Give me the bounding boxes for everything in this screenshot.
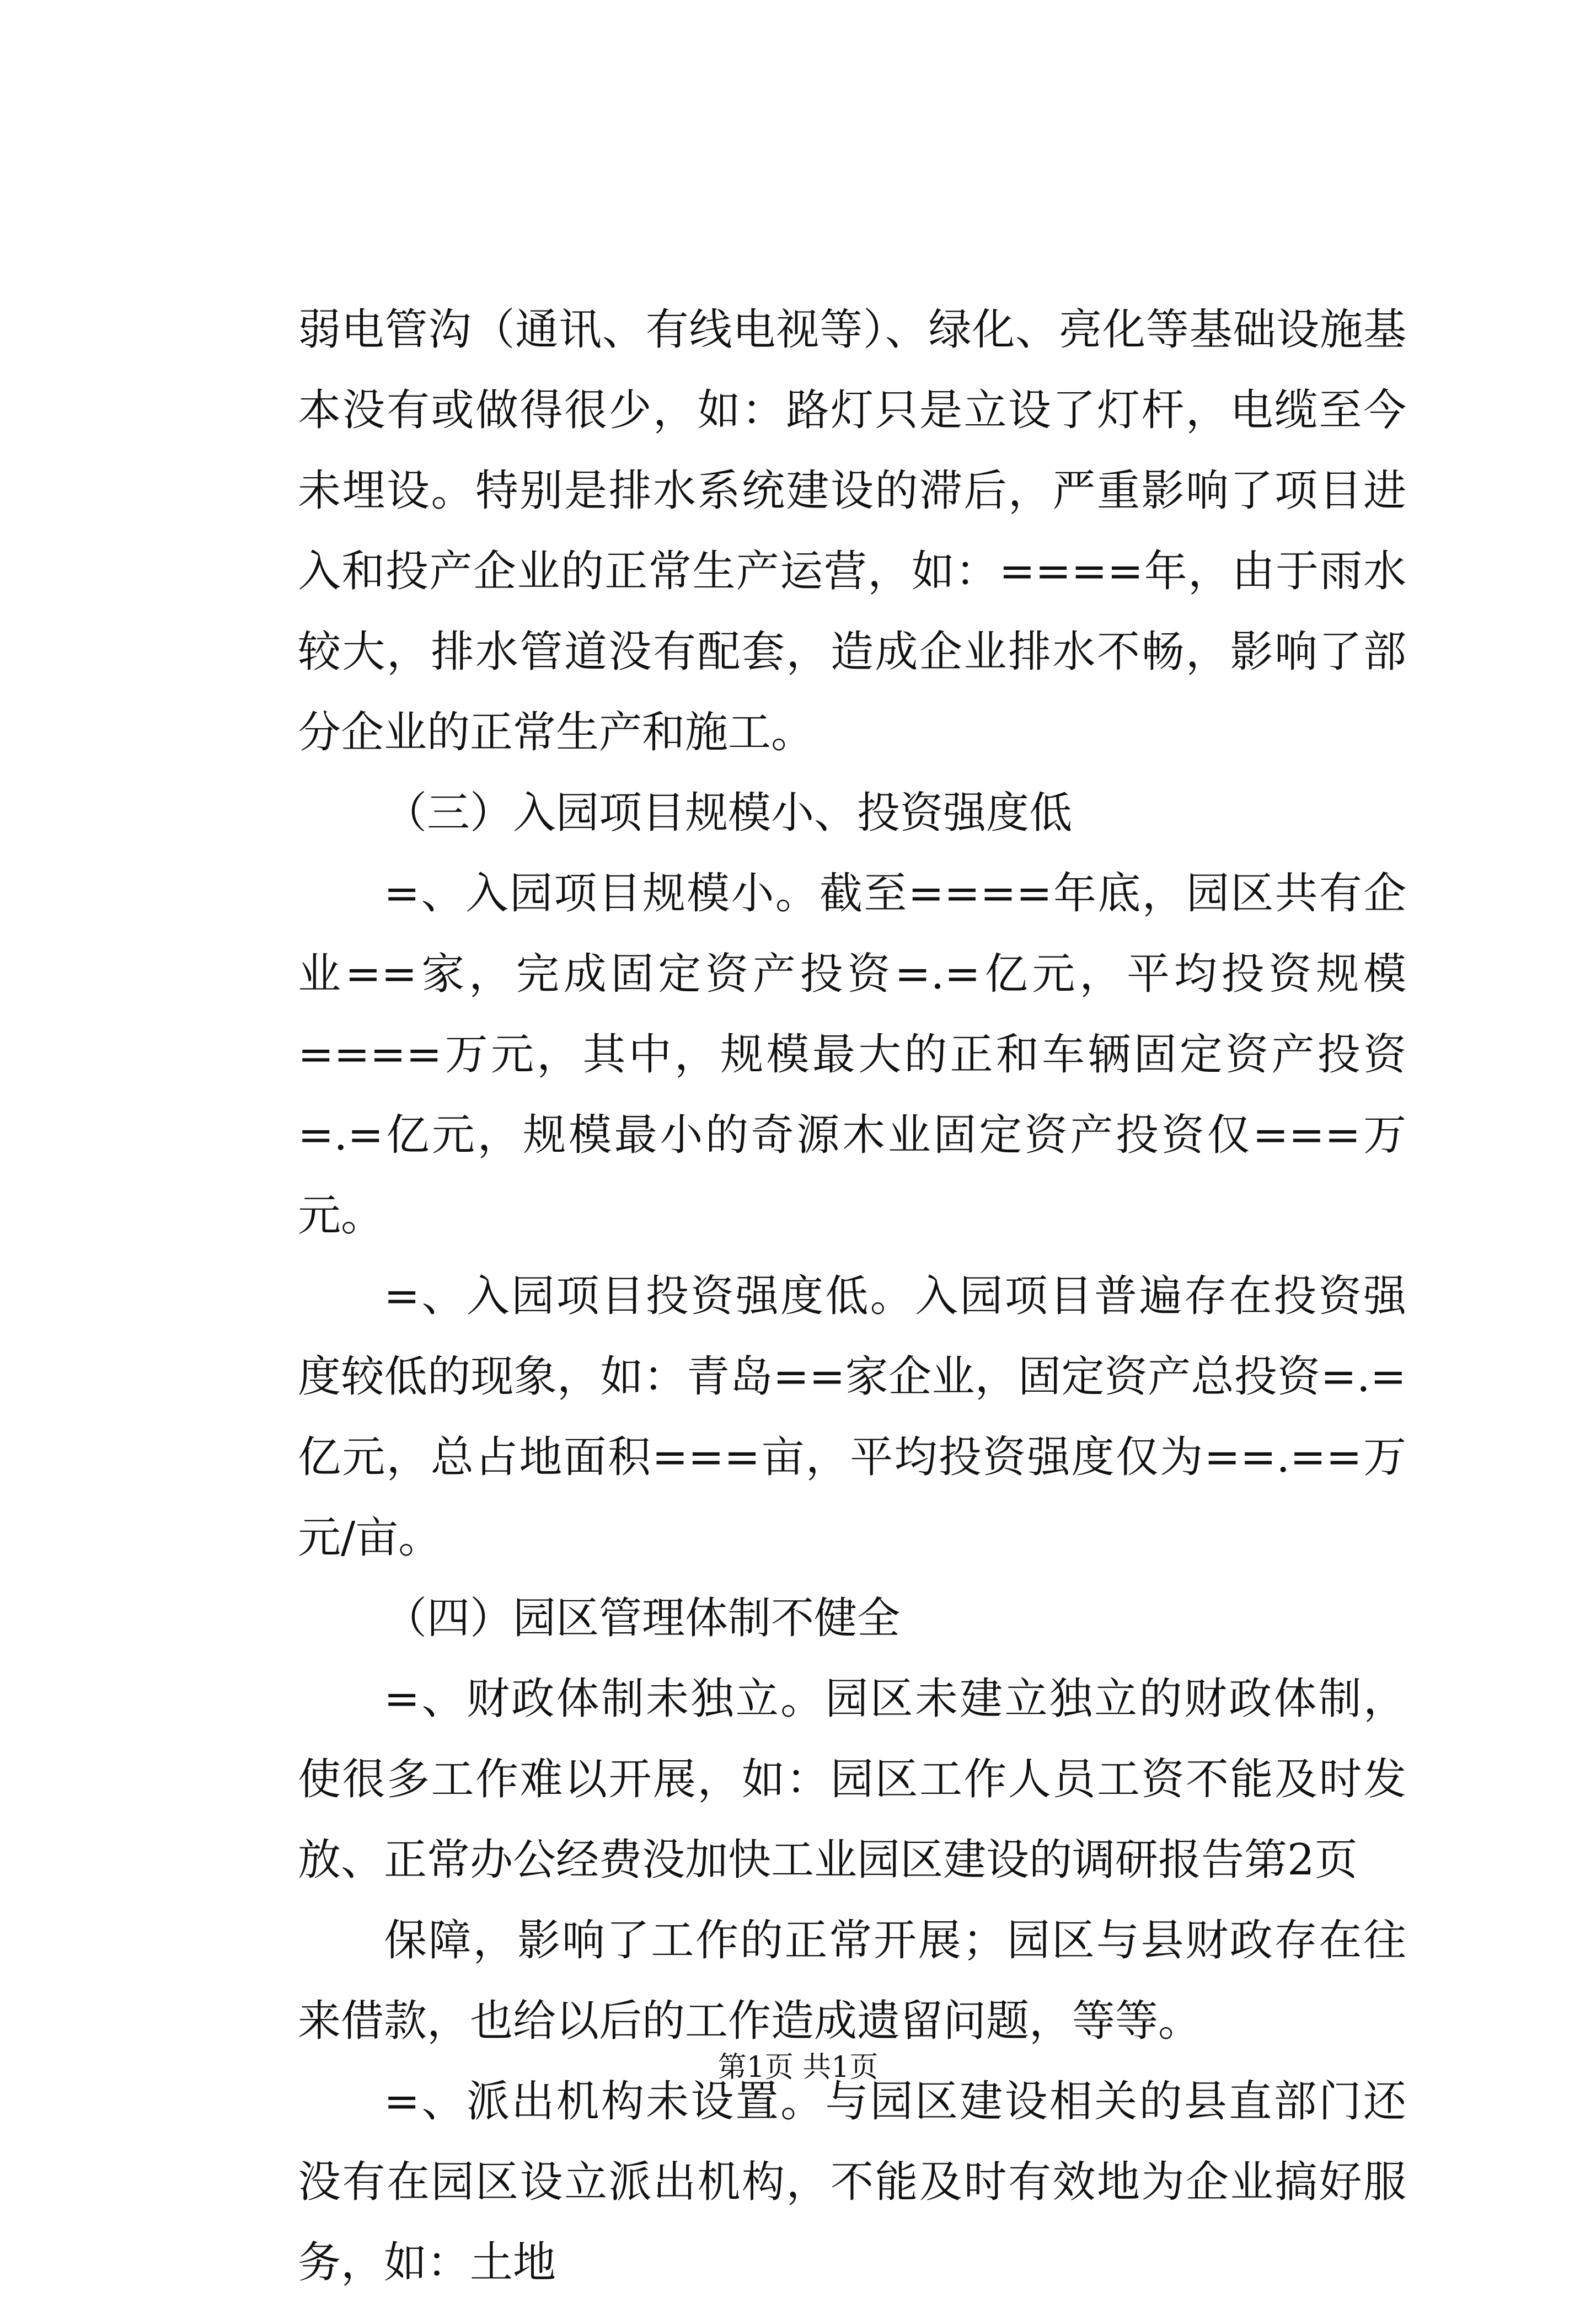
paragraph-5: 保障，影响了工作的正常开展；园区与县财政存在往来借款，也给以后的工作造成遗留问题，等等。 [298,1916,1406,2046]
paragraph-3: =、入园项目投资强度低。入园项目普遍存在投资强度较低的现象，如：青岛==家企业，固定资产总投资=.=亿元，总占地面积===亩，平均投资强度仅为==.==万元/亩。 [298,1271,1406,1563]
section-heading-4: （四）园区管理体制不健全 [384,1594,901,1643]
page-footer: 第1页 共1页 [717,2051,879,2084]
document-body [298,290,1406,2303]
paragraph-1: 弱电管沟（通讯、有线电视等）、绿化、亮化等基础设施基本没有或做得很少，如：路灯只是立设了灯杆，电缆至今未埋设。特别是排水系统建设的滞后，严重影响了项目进入和投产企业的正常生产运营，如：====年，由于雨水较大，排水管道没有配套，造成企业排水不畅，影响了部分企业的正常生产和施工。 [298,305,1406,757]
paragraph-4: =、财政体制未独立。园区未建立独立的财政体制，使很多工作难以开展，如：园区工作人员工资不能及时发放、正常办公经费没加快工业园区建设的调研报告第2页 [298,1674,1406,1885]
paragraph-2: =、入园项目规模小。截至====年底，园区共有企业==家，完成固定资产投资=.=亿元，平均投资规模====万元，其中，规模最大的正和车辆固定资产投资=.=亿元，规模最小的奇源木业固定资产投资仅===万元。 [298,869,1406,1241]
section-heading-3: （三）入园项目规模小、投资强度低 [384,788,1073,838]
paragraph-6: =、派出机构未设置。与园区建设相关的县直部门还没有在园区设立派出机构，不能及时有效地为企业搞好服务，如：土地 [298,2077,1406,2288]
